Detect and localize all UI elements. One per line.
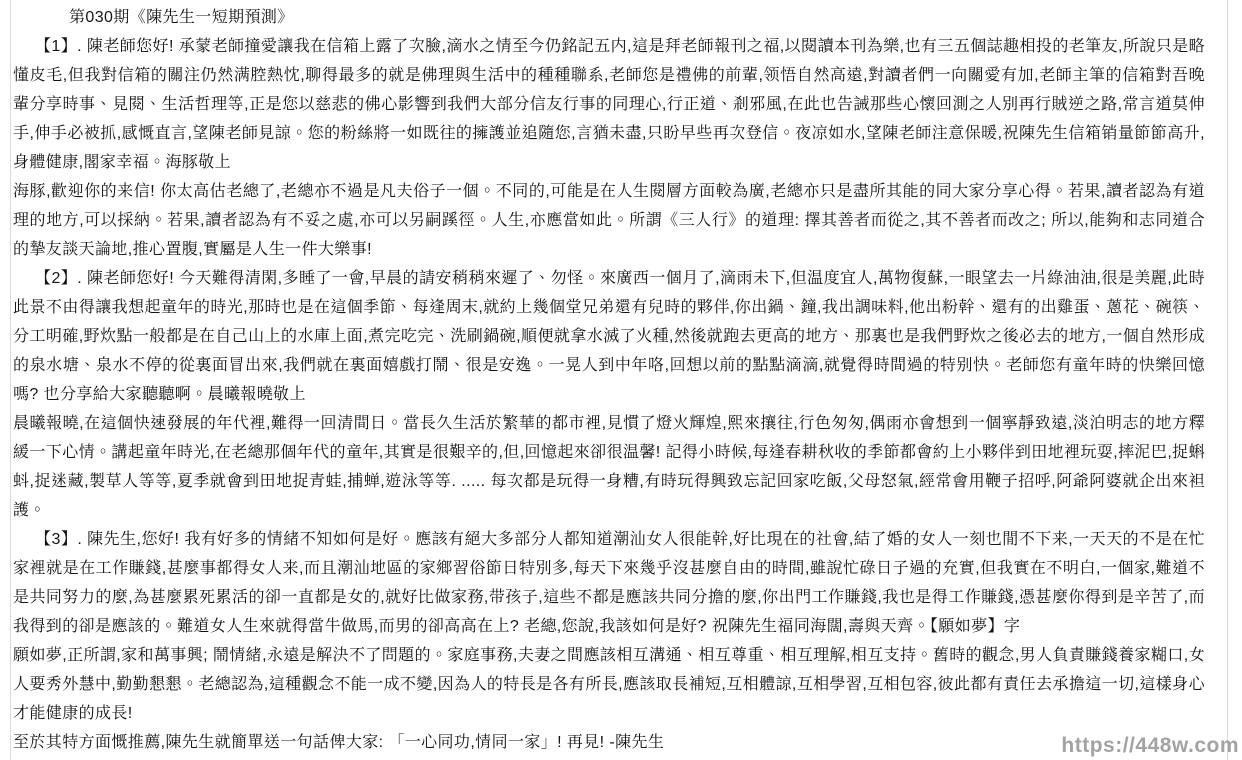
site-watermark: https://448w.com [1061, 734, 1239, 757]
page-title: 第030期《陳先生一短期預測》 [69, 9, 294, 26]
paragraph-letter-2: 【2】. 陳老師您好! 今天難得清閑,多睡了一會,早晨的請安稍稍來遲了、勿怪。來廣西一個月了,滴雨未下,但温度宜人,萬物復蘇,一眼望去一片綠油油,很是美麗,此時此景不由得讓我想起童年的時光,那時也是在這個季節、每逢周末,就約上幾個堂兄弟還有兒時的夥伴,你出鍋、鐘,我出調味料,他出粉幹、還有的出雞蛋、蔥花、碗筷、分工明確,野炊點一般都是在自己山上的水庫上面,煮完吃完、洗刷鍋碗,順便就拿水滅了火種,然後就跑去更高的地方、那裏也是我們野炊之後必去的地方,一個自然形成的泉水塘、泉水不停的從裏面冒出來,我們就在裏面嬉戲打鬧、很是安逸。一晃人到中年咯,回想以前的點點滴滴,就覺得時間過的特别快。老師您有童年時的快樂回憶嗎? 也分享給大家聽聽啊。晨曦報曉敬上 [13, 270, 1205, 403]
letter-content-area [10, 0, 1228, 760]
paragraph-letter-1: 【1】. 陳老師您好! 承蒙老師撞愛讓我在信箱上露了次臉,滴水之情至今仍銘記五内,這是拜老師報刊之福,以閱讀本刊為樂,也有三五個誌趣相投的老筆友,所說只是略懂皮毛,但我對信箱的關注仍然满腔熱忱,聊得最多的就是佛理與生活中的種種聯系,老師您是禮佛的前輩,领悟自然高遠,對讀者們一向關愛有加,老師主筆的信箱對吾晚輩分享時事、見閱、生活哲理等,正是您以慈悲的佛心影響到我們大部分信友行事的同理心,行正道、剎邪風,在此也告誡那些心懷回測之人別再行賊逆之路,常言道莫伸手,伸手必被抓,感慨直言,望陳老師見諒。您的粉絲將一如既往的擁護並追隨您,言猶未盡,只盼早些再次登信。夜凉如水,望陳老師注意保暖,祝陳先生信箱销量節節高升,身體健康,閣家幸福。海豚敬上 [13, 38, 1205, 171]
paragraph-reply-1: 海豚,歡迎你的来信! 你太高估老總了,老總亦不過是凡夫俗子一個。不同的,可能是在人生閱層方面較為廣,老總亦只是盡所其能的同大家分享心得。若果,讀者認為有道理的地方,可以採納。若果,讀者認為有不妥之處,亦可以另嗣蹊徑。人生,亦應當如此。所謂《三人行》的道理: 擇其善者而從之,其不善者而改之; 所以,能夠和志同道合的摯友談天論地,推心置腹,實屬是人生一件大樂事! [13, 183, 1205, 258]
paragraph-reply-2: 晨曦報曉,在這個快速發展的年代裡,難得一回清間日。當長久生活於繁華的都市裡,見慣了燈火輝煌,熙來攘往,行色匆匆,偶雨亦會想到一個寧靜致遠,淡泊明志的地方釋緩一下心情。講起童年時光,在老總那個年代的童年,其實是很艱辛的,但,回憶起來卻很温馨! 記得小時候,每逢春耕秋收的季節都會約上小夥伴到田地裡玩耍,摔泥巴,捉蝌蚪,捉迷藏,製草人等等,夏季就會到田地捉青蛙,捕蝉,遊泳等等. ..... 每次都是玩得一身糟,有時玩得興致忘記回家吃飯,父母怒氣,經常會用鞭子招呼,阿爺阿婆就企出來袒護。 [13, 415, 1205, 519]
paragraph-letter-3: 【3】. 陳先生,您好! 我有好多的情緒不知如何是好。應該有絕大多部分人都知道潮汕女人很能幹,好比現在的社會,結了婚的女人一刻也閒不下来,一天天的不是在忙家裡就是在工作賺錢,甚麼事都得女人来,而且潮汕地區的家鄉習俗節日特別多,每天下來幾乎沒甚麼自由的時間,雖說忙碌日子過的充實,但我實在不明白,一個家,難道不是共同努力的麼,為甚麼累死累活的卻一直都是女的,就好比做家務,带孩子,這些不都是應該共同分擔的麼,你出門工作賺錢,我也是得工作賺錢,憑甚麼你得到是辛苦了,而我得到的卻是應該的。難道女人生來就得當牛做馬,而男的卻高高在上? 老總,您說,我該如何是好? 祝陳先生福同海闊,壽與天齊。【願如夢】字 [13, 531, 1205, 635]
paragraph-reply-3: 願如夢,正所謂,家和萬事興; 鬧情緒,永遠是解決不了問題的。家庭事務,夫妻之間應該相互溝通、相互尊重、相互理解,相互支持。舊時的觀念,男人負責賺錢養家糊口,女人要秀外慧中,勤勤懇懇。老總認為,這種觀念不能一成不變,因為人的特長是各有所長,應該取長補短,互相體諒,互相學習,互相包容,彼此都有責任去承擔這一切,這樣身心才能健康的成長! [13, 647, 1205, 722]
paragraph-closing: 至於其特方面慨推薦,陳先生就簡單送一句話俾大家: 「一心同功,情同一家」! 再見! -陳先生 [13, 734, 665, 751]
